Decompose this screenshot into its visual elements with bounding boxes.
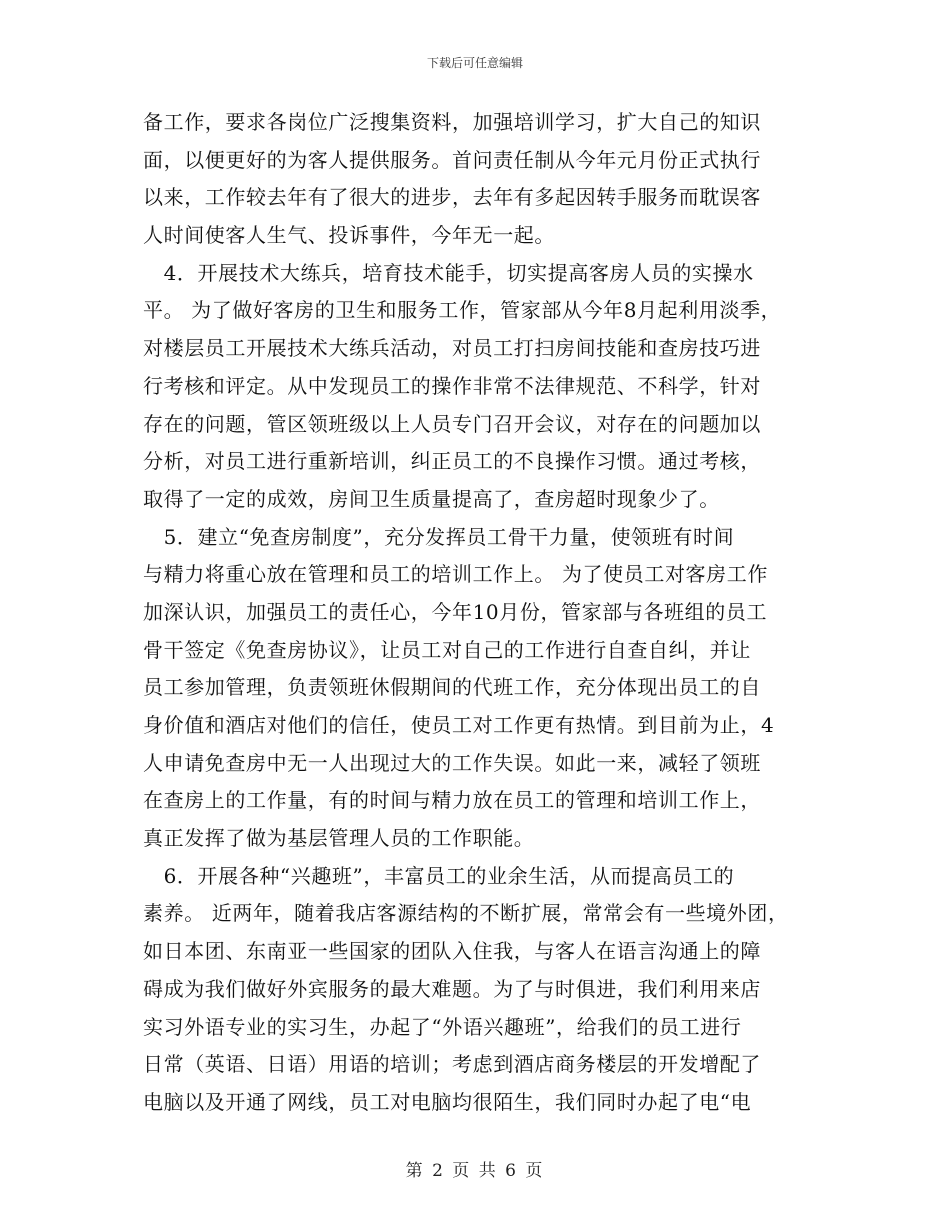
text-line: 平。 为了做好客房的卫生和服务工作，管家部从今年8月起利用淡季， bbox=[143, 298, 782, 323]
text-line: 面，以便更好的为客人提供服务。首问责任制从今年元月份正式执行 bbox=[143, 147, 761, 172]
text-line: 员工参加管理，负责领班休假期间的代班工作，充分体现出员工的自 bbox=[143, 675, 761, 700]
body-text bbox=[143, 104, 815, 1122]
text-line: 真正发挥了做为基层管理人员的工作职能。 bbox=[143, 826, 535, 851]
text-line: 如日本团、东南亚一些国家的团队入住我，与客人在语言沟通上的障 bbox=[143, 939, 761, 964]
page-number: 第 2 页 共 6 页 bbox=[405, 1161, 545, 1181]
text-line: 分析，对员工进行重新培训，纠正员工的不良操作习惯。通过考核， bbox=[143, 449, 761, 474]
page-header: 下载后可任意编辑 bbox=[426, 56, 523, 70]
text-line: 人申请免查房中无一人出现过大的工作失误。如此一来，减轻了领班 bbox=[143, 750, 761, 775]
text-line: 存在的问题，管区领班级以上人员专门召开会议，对存在的问题加以 bbox=[143, 411, 761, 436]
text-line: 5．建立“免查房制度”，充分发挥员工骨干力量，使领班有时间 bbox=[143, 524, 735, 549]
text-line: 与精力将重心放在管理和员工的培训工作上。 为了使员工对客房工作 bbox=[143, 562, 768, 587]
text-line: 电脑以及开通了网线，员工对电脑均很陌生，我们同时办起了电“电 bbox=[143, 1089, 752, 1114]
text-line: 日常（英语、日语）用语的培训；考虑到酒店商务楼层的开发增配了 bbox=[143, 1052, 761, 1077]
text-line: 素养。 近两年，随着我店客源结构的不断扩展，常常会有一些境外团， bbox=[143, 901, 789, 926]
text-line: 行考核和评定。从中发现员工的操作非常不法律规范、不科学，针对 bbox=[143, 373, 761, 398]
text-line: 实习外语专业的实习生，办起了“外语兴趣班”，给我们的员工进行 bbox=[143, 1014, 742, 1039]
text-line: 6．开展各种“兴趣班”，丰富员工的业余生活，从而提高员工的 bbox=[143, 863, 735, 888]
text-line: 在查房上的工作量，有的时间与精力放在员工的管理和培训工作上， bbox=[143, 788, 761, 813]
text-line: 人时间使客人生气、投诉事件，今年无一起。 bbox=[143, 223, 555, 248]
text-line: 取得了一定的成效，房间卫生质量提高了，查房超时现象少了。 bbox=[143, 486, 720, 511]
text-line: 加深认识，加强员工的责任心，今年10月份，管家部与各班组的员工 bbox=[143, 599, 768, 624]
text-line: 对楼层员工开展技术大练兵活动，对员工打扫房间技能和查房技巧进 bbox=[143, 336, 761, 361]
text-line: 备工作，要求各岗位广泛搜集资料，加强培训学习，扩大自己的知识 bbox=[143, 110, 761, 134]
text-line: 以来，工作较去年有了很大的进步，去年有多起因转手服务而耽误客 bbox=[143, 185, 761, 210]
text-line: 4．开展技术大练兵，培育技术能手，切实提高客房人员的实操水 bbox=[143, 260, 754, 285]
text-line: 身价值和酒店对他们的信任，使员工对工作更有热情。到目前为止，4 bbox=[143, 713, 775, 737]
text-line: 碍成为我们做好外宾服务的最大难题。为了与时俱进，我们利用来店 bbox=[143, 976, 761, 1001]
text-line: 骨干签定《免查房协议》，让员工对自己的工作进行自查自纠，并让 bbox=[143, 637, 751, 662]
